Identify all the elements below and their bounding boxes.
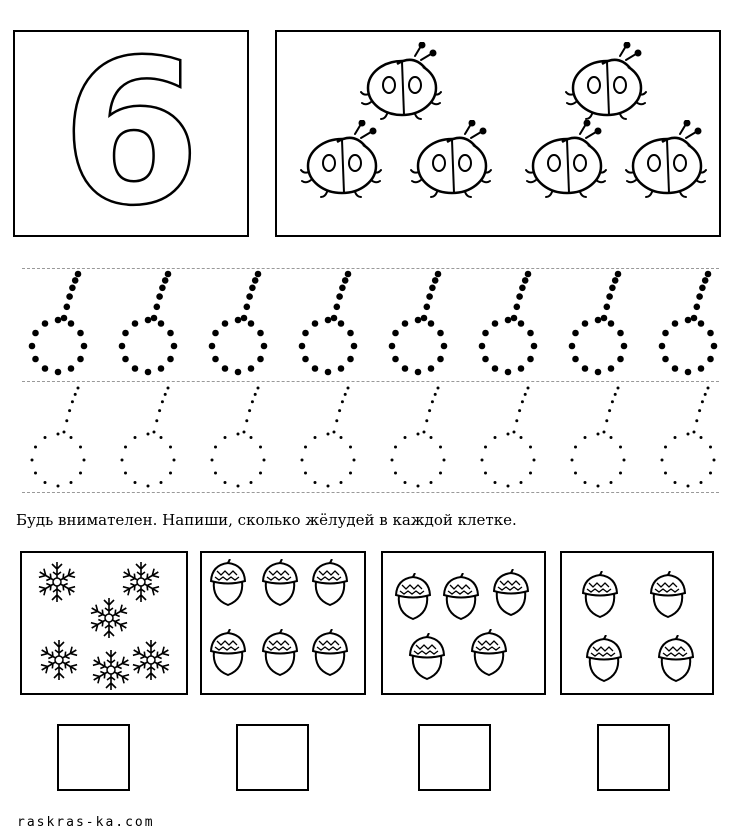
acorn-icon bbox=[260, 559, 300, 607]
acorn-icon bbox=[491, 569, 531, 617]
trace-six-light-5 bbox=[391, 387, 446, 488]
acorn-icon bbox=[393, 573, 433, 621]
snowflake-icon bbox=[36, 637, 82, 683]
acorn-icon bbox=[208, 629, 248, 677]
trace-six-light-8 bbox=[661, 387, 716, 488]
acorn-icon bbox=[310, 629, 350, 677]
trace-six-light-1 bbox=[31, 387, 86, 488]
acorn-icon bbox=[656, 635, 696, 683]
cell-snowflakes bbox=[20, 551, 188, 695]
acorn-icon bbox=[584, 635, 624, 683]
snowflake-icon bbox=[128, 637, 174, 683]
ladybug-illustration bbox=[522, 120, 612, 200]
snowflake-icon bbox=[86, 595, 132, 641]
trace-six-bold-8 bbox=[659, 271, 718, 376]
acorn-icon bbox=[441, 573, 481, 621]
cell-acorns-3 bbox=[560, 551, 714, 695]
acorn-icon bbox=[580, 571, 620, 619]
trace-six-light-3 bbox=[211, 387, 266, 488]
answer-box-2[interactable] bbox=[236, 724, 309, 791]
trace-six-bold-7 bbox=[569, 271, 628, 376]
trace-six-bold-5 bbox=[389, 271, 448, 376]
snowflake-icon bbox=[34, 559, 80, 605]
trace-six-bold-3 bbox=[209, 271, 268, 376]
ladybug-illustration bbox=[297, 120, 387, 200]
instruction-text: Будь внимателен. Напиши, сколько жёлудей в каждой клетке. bbox=[16, 511, 517, 529]
acorn-icon bbox=[260, 629, 300, 677]
answer-box-1[interactable] bbox=[57, 724, 130, 791]
trace-six-bold-1 bbox=[29, 271, 88, 376]
trace-six-light-7 bbox=[571, 387, 626, 488]
ladybug-box bbox=[275, 30, 721, 237]
ladybug-illustration bbox=[622, 120, 712, 200]
acorn-icon bbox=[648, 571, 688, 619]
cell-acorns-2 bbox=[381, 551, 546, 695]
digit-box bbox=[13, 16, 249, 250]
answer-box-3[interactable] bbox=[418, 724, 491, 791]
ladybug-illustration bbox=[357, 42, 447, 122]
acorn-icon bbox=[469, 629, 509, 677]
trace-six-bold-6 bbox=[479, 271, 538, 376]
trace-six-bold-2 bbox=[119, 271, 178, 376]
ladybug-illustration bbox=[562, 42, 652, 122]
acorn-icon bbox=[407, 633, 447, 681]
ladybug-illustration bbox=[407, 120, 497, 200]
site-footer: raskras-ka.com bbox=[17, 815, 155, 830]
trace-six-light-4 bbox=[301, 387, 356, 488]
answer-box-4[interactable] bbox=[597, 724, 670, 791]
trace-six-light-2 bbox=[121, 387, 176, 488]
trace-six-bold-4 bbox=[299, 271, 358, 376]
acorn-icon bbox=[310, 559, 350, 607]
guide-line-top bbox=[22, 268, 719, 269]
big-digit-outline: 6 bbox=[61, 16, 201, 250]
trace-six-light-6 bbox=[481, 387, 536, 488]
cell-acorns-1 bbox=[200, 551, 366, 695]
acorn-icon bbox=[208, 559, 248, 607]
